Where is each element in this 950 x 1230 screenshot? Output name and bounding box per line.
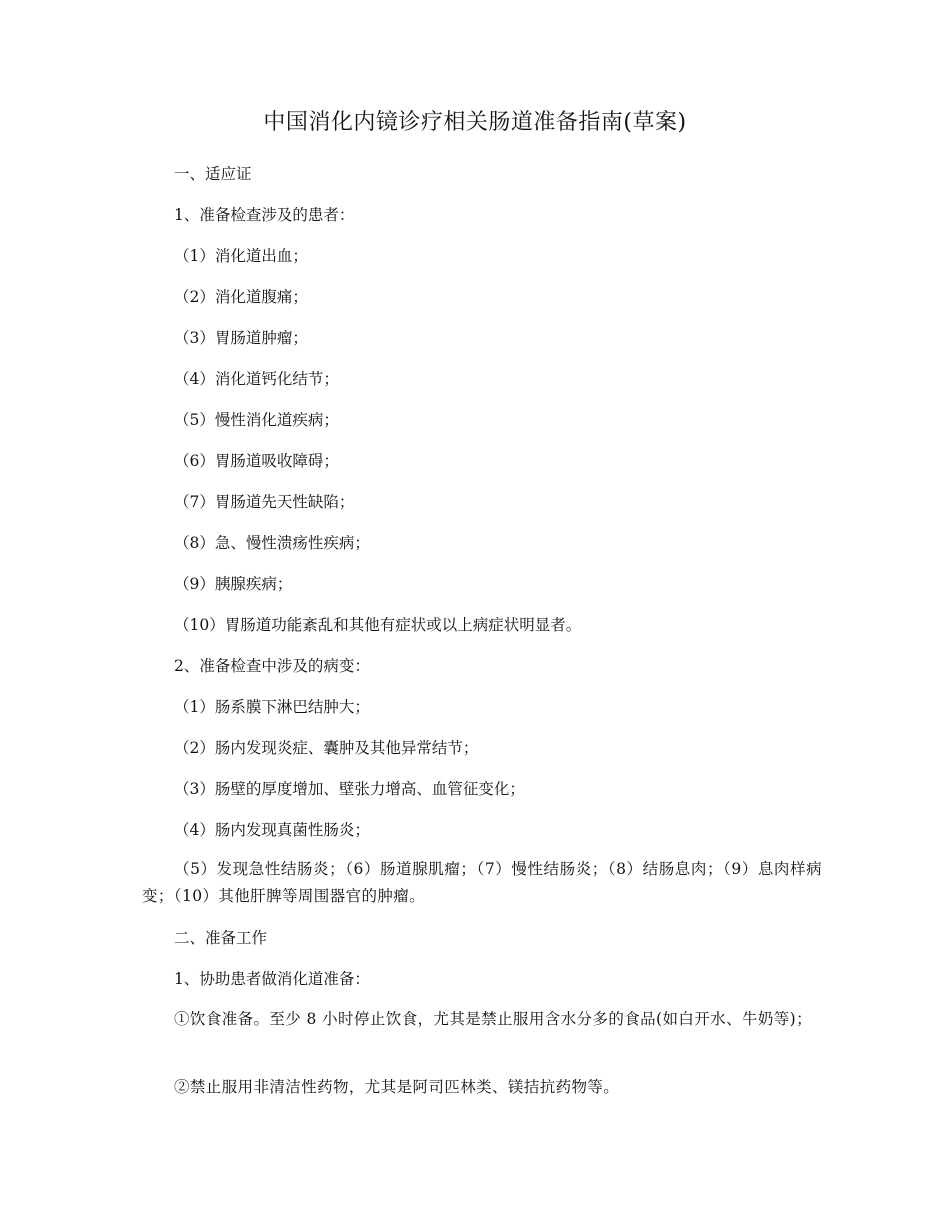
lesions-paragraph: （5）发现急性结肠炎；（6）肠道腺肌瘤；（7）慢性结肠炎；（8）结肠息肉；（9）息肉样病变；（10）其他肝脾等周围器官的肿瘤。 bbox=[142, 860, 822, 905]
list-item: （6）胃肠道吸收障碍； bbox=[174, 452, 339, 470]
medication-paragraph: ②禁止服用非清洁性药物，尤其是阿司匹林类、镁拮抗药物等。 bbox=[174, 1078, 620, 1096]
list-item: （1）消化道出血； bbox=[174, 247, 308, 265]
subsection-heading-patients: 1、准备检查涉及的患者： bbox=[174, 206, 355, 224]
list-item: （5）慢性消化道疾病； bbox=[174, 411, 339, 429]
document-title: 中国消化内镜诊疗相关肠道准备指南(草案) bbox=[263, 110, 687, 135]
list-item: （2）肠内发现炎症、囊肿及其他异常结节； bbox=[174, 739, 479, 757]
section-heading-indications: 一、适应证 bbox=[174, 165, 252, 183]
list-item: （4）肠内发现真菌性肠炎； bbox=[174, 821, 370, 839]
list-item: （2）消化道腹痛； bbox=[174, 288, 308, 306]
list-item: （1）肠系膜下淋巴结肿大； bbox=[174, 698, 370, 716]
subsection-heading-digestive-prep: 1、协助患者做消化道准备： bbox=[174, 970, 370, 988]
section-heading-preparation: 二、准备工作 bbox=[174, 929, 268, 947]
diet-prep-paragraph: ①饮食准备。至少 8 小时停止饮食，尤其是禁止服用含水分多的食品(如白开水、牛奶等)； bbox=[174, 1010, 813, 1028]
list-item: （3）肠壁的厚度增加、壁张力增高、血管征变化； bbox=[174, 780, 525, 798]
list-item: （10）胃肠道功能紊乱和其他有症状或以上病症状明显者。 bbox=[174, 616, 582, 634]
list-item: （4）消化道钙化结节； bbox=[174, 370, 339, 388]
list-item: （9）胰腺疾病； bbox=[174, 575, 293, 593]
subsection-heading-lesions: 2、准备检查中涉及的病变： bbox=[174, 657, 370, 675]
list-item: （3）胃肠道肿瘤； bbox=[174, 329, 308, 347]
list-item: （7）胃肠道先天性缺陷； bbox=[174, 493, 355, 511]
list-item: （8）急、慢性溃疡性疾病； bbox=[174, 534, 370, 552]
